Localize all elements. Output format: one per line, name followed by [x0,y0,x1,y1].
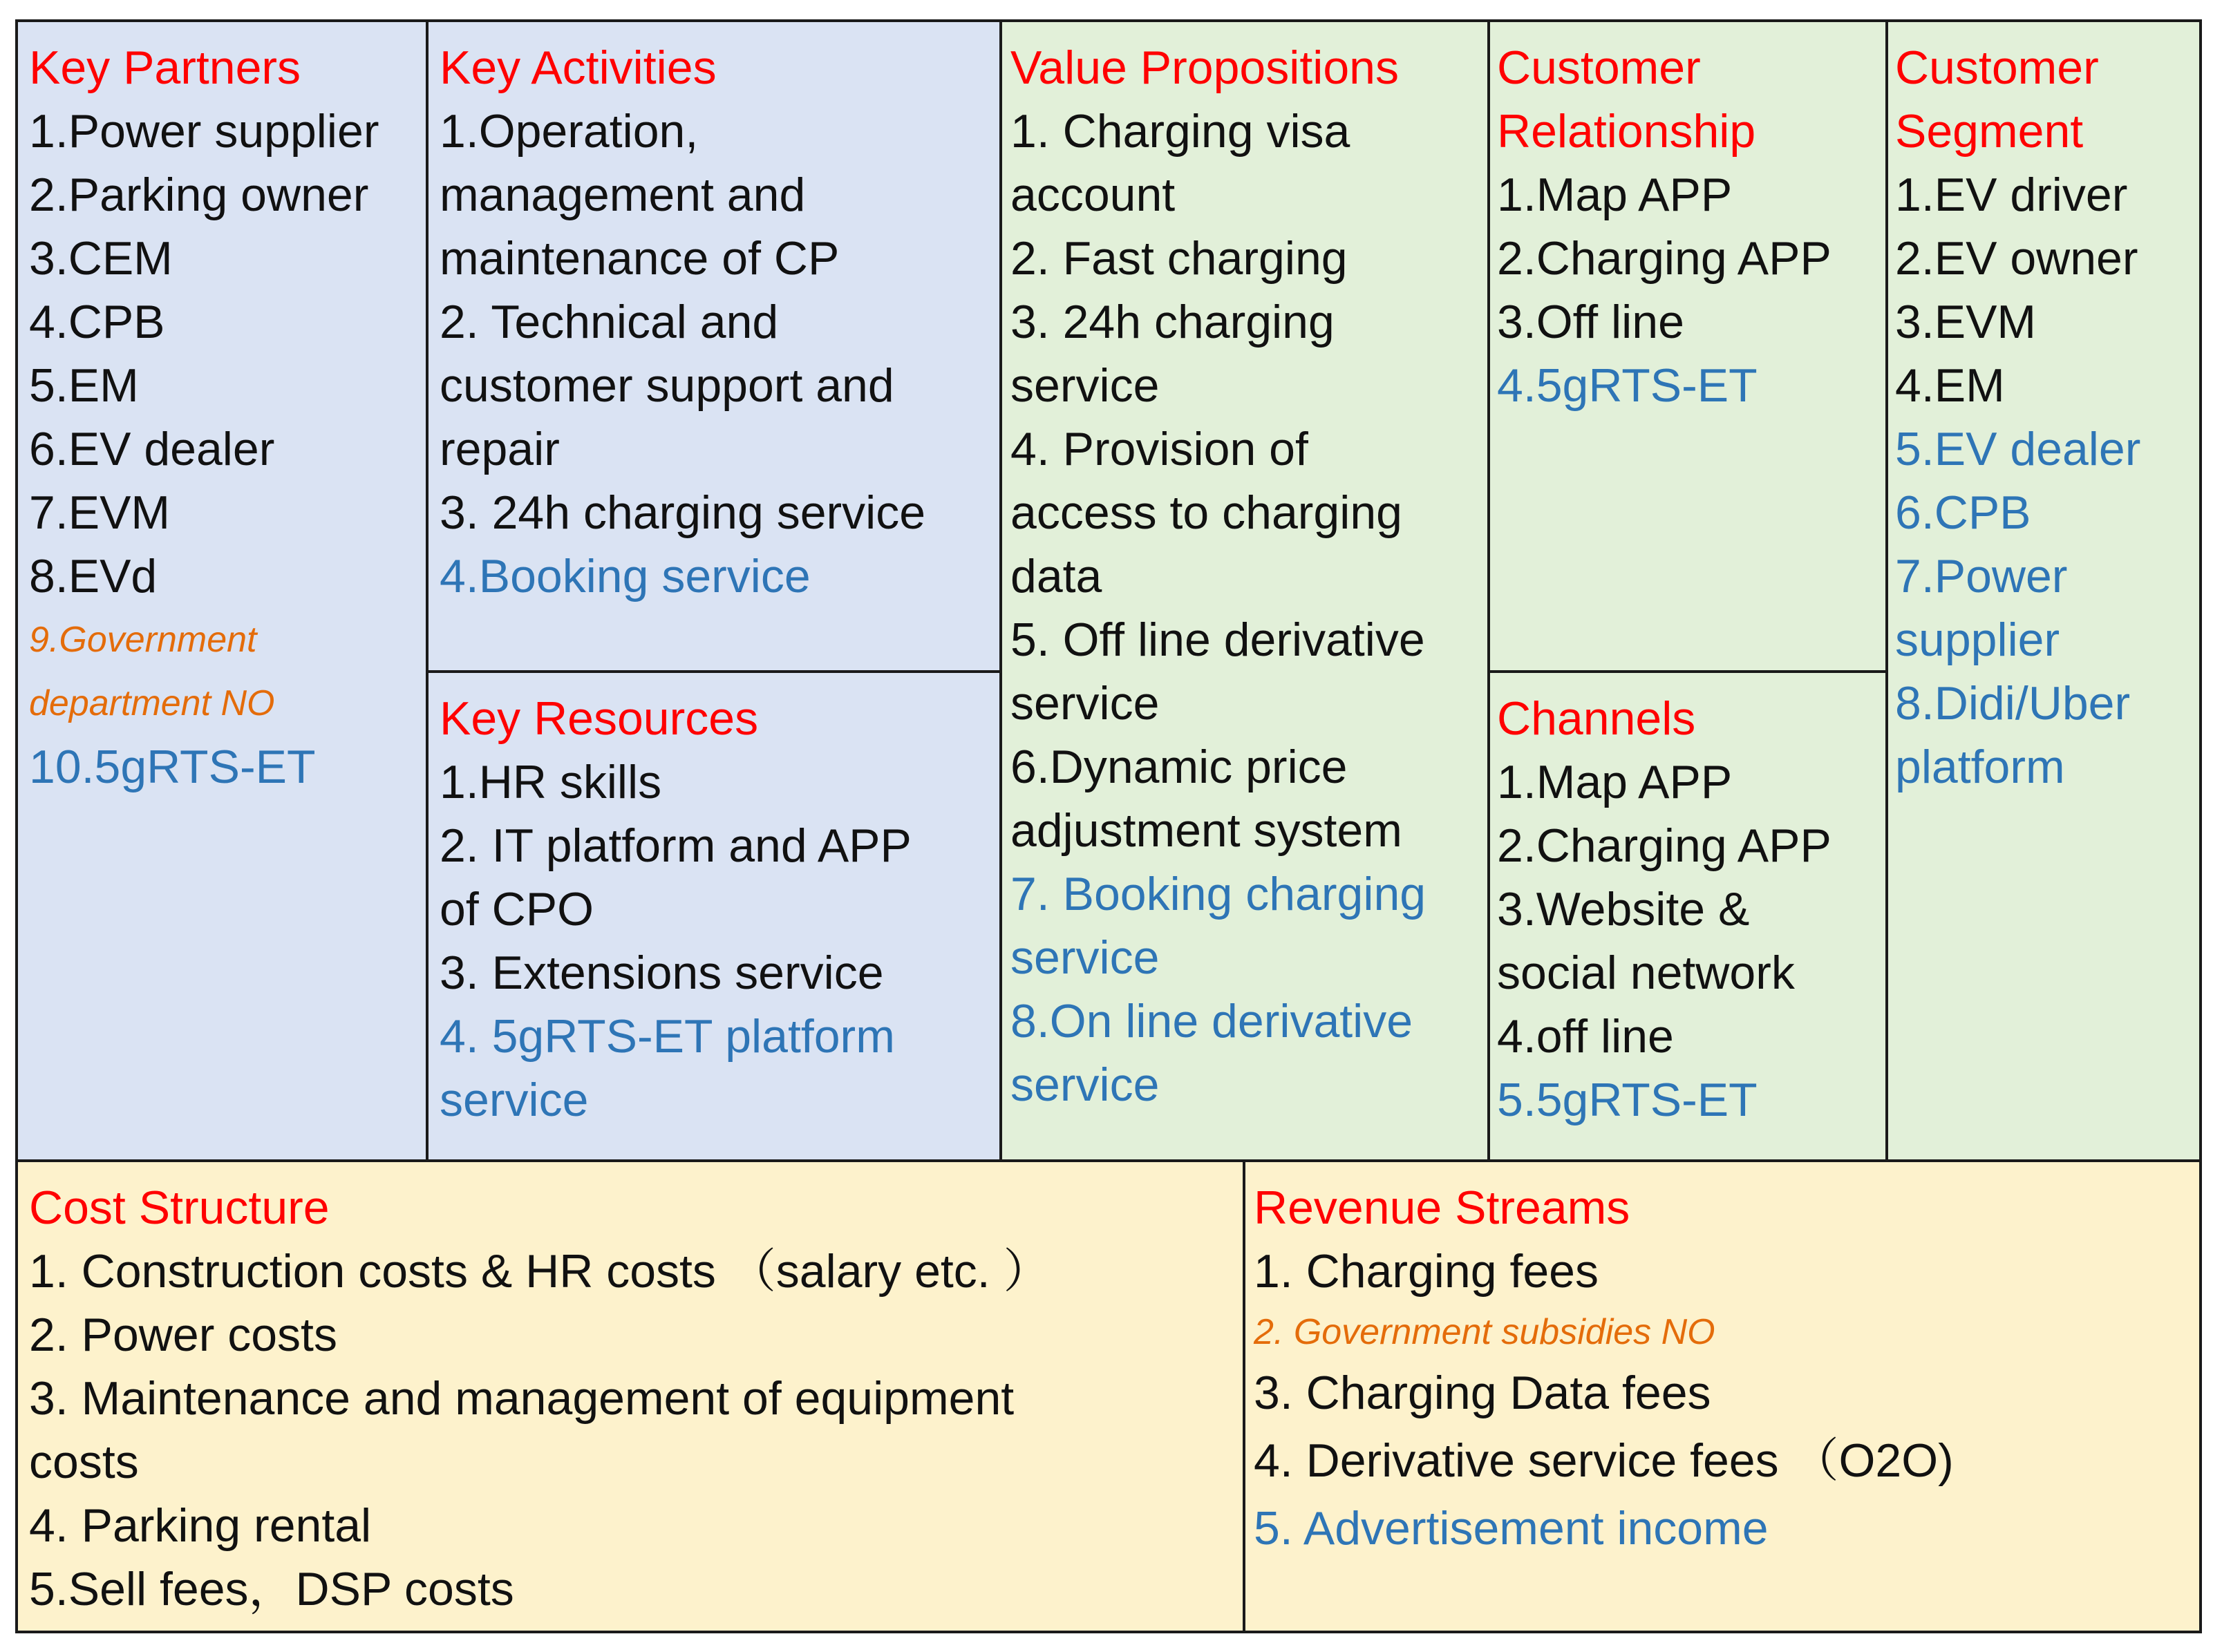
grid-line-value-relationship [1487,19,1490,1161]
revenue-streams-block [1244,1161,2201,1632]
list-item: 4.EM [1895,359,2005,412]
list-item: 8.Didi/Uber platform [1895,677,2131,793]
list-item: 3.CEM [29,232,173,285]
list-item: 3.Website & social network [1497,883,1795,999]
channels-title: Channels [1497,692,1696,745]
customer-relationship-title: Customer Relationship [1497,41,1756,158]
list-item: 1. Charging fees [1254,1245,1599,1298]
list-item: 4. Provision of access to charging data [1010,423,1402,602]
grid-line-cost-revenue [1243,1161,1245,1632]
grid-line-partners-activities [426,19,429,1161]
list-item: 4. Derivative service fees （O2O) [1254,1434,1954,1487]
key-resources-block [427,672,1001,1161]
list-item: 5.5gRTS-ET [1497,1074,1758,1126]
list-item: 9.Government [29,620,257,660]
list-item: 3. Extensions service [440,947,884,999]
channels-list [1497,750,1883,1132]
list-item: 2. Power costs [29,1309,337,1361]
list-item: 7.EVM [29,486,171,539]
customer-relationship-list [1497,163,1883,417]
key-activities-list [440,99,997,608]
cost-structure-title: Cost Structure [29,1181,330,1234]
list-item: 2. Fast charging [1010,232,1348,285]
list-item: 5.EM [29,359,139,412]
customer-segment-list [1895,163,2196,799]
list-item: 6.CPB [1895,486,2031,539]
list-item: 5. Off line derivative service [1010,614,1425,730]
channels-block [1489,672,1887,1161]
list-item: 3.EVM [1895,296,2037,348]
list-item: 1.Map APP [1497,756,1733,808]
cost-structure-list [29,1240,1240,1621]
list-item: department NO [29,683,275,723]
key-activities-title: Key Activities [440,41,717,94]
list-item: 8.On line derivative service [1010,995,1413,1111]
list-item: 2.Charging APP [1497,232,1831,285]
list-item: 6.Dynamic price adjustment system [1010,741,1402,857]
value-propositions-title: Value Propositions [1010,41,1399,94]
list-item: 5.Sell fees，DSP costs [29,1563,514,1615]
key-resources-title: Key Resources [440,692,759,745]
list-item: 1. Charging visa account [1010,105,1350,221]
customer-relationship-block [1489,21,1887,672]
list-item: 1. Construction costs & HR costs （salary etc. ） [29,1245,1051,1298]
list-item: 1.HR skills [440,756,662,808]
grid-line-left [15,19,18,1633]
list-item: 4. Parking rental [29,1499,372,1552]
value-propositions-block [1001,21,1489,1161]
cost-structure-block [17,1161,1244,1632]
list-item: 2.EV owner [1895,232,2138,285]
list-item: 3. Maintenance and management of equipment costs [29,1372,1015,1488]
grid-line-right [2199,19,2202,1633]
list-item: 2.Parking owner [29,169,369,221]
list-item: 2.Charging APP [1497,819,1831,872]
list-item: 2. Government subsidies NO [1254,1312,1715,1352]
list-item: 3. Charging Data fees [1254,1367,1711,1419]
list-item: 8.EVd [29,550,158,602]
list-item: 4.5gRTS-ET [1497,359,1758,412]
list-item: 1.Map APP [1497,169,1733,221]
key-partners-title: Key Partners [29,41,301,94]
grid-line-relationship-channels [1489,670,1887,673]
list-item: 4.off line [1497,1010,1674,1063]
revenue-streams-list [1254,1240,2196,1560]
list-item: 4.CPB [29,296,165,348]
grid-line-relationship-segment [1885,19,1888,1161]
key-activities-block [427,21,1001,672]
list-item: 5.EV dealer [1895,423,2141,475]
list-item: 2. Technical and customer support and repair [440,296,894,475]
grid-line-activities-resources [427,670,1001,673]
key-resources-list [440,750,997,1132]
key-partners-list [29,99,423,799]
list-item: 10.5gRTS-ET [29,741,316,793]
list-item: 5. Advertisement income [1254,1502,1769,1555]
list-item: 3.Off line [1497,296,1684,348]
list-item: 4.Booking service [440,550,811,602]
list-item: 7.Power supplier [1895,550,2068,666]
grid-line-bottom [17,1631,2202,1633]
list-item: 3. 24h charging service [440,486,926,539]
list-item: 4. 5gRTS-ET platform service [440,1010,895,1126]
list-item: 2. IT platform and APP of CPO [440,819,912,936]
grid-line-top [17,19,2202,22]
key-partners-block [17,21,427,1161]
list-item: 7. Booking charging service [1010,868,1426,984]
list-item: 1.Power supplier [29,105,379,158]
grid-line-middle [17,1159,2202,1162]
list-item: 3. 24h charging service [1010,296,1335,412]
value-propositions-list [1010,99,1485,1117]
revenue-streams-title: Revenue Streams [1254,1181,1630,1234]
list-item: 1.Operation, management and maintenance of CP [440,105,840,285]
list-item: 6.EV dealer [29,423,275,475]
grid-line-activities-value [999,19,1002,1161]
list-item: 1.EV driver [1895,169,2128,221]
customer-segment-block [1887,21,2201,1161]
customer-segment-title: Customer Segment [1895,41,2099,158]
